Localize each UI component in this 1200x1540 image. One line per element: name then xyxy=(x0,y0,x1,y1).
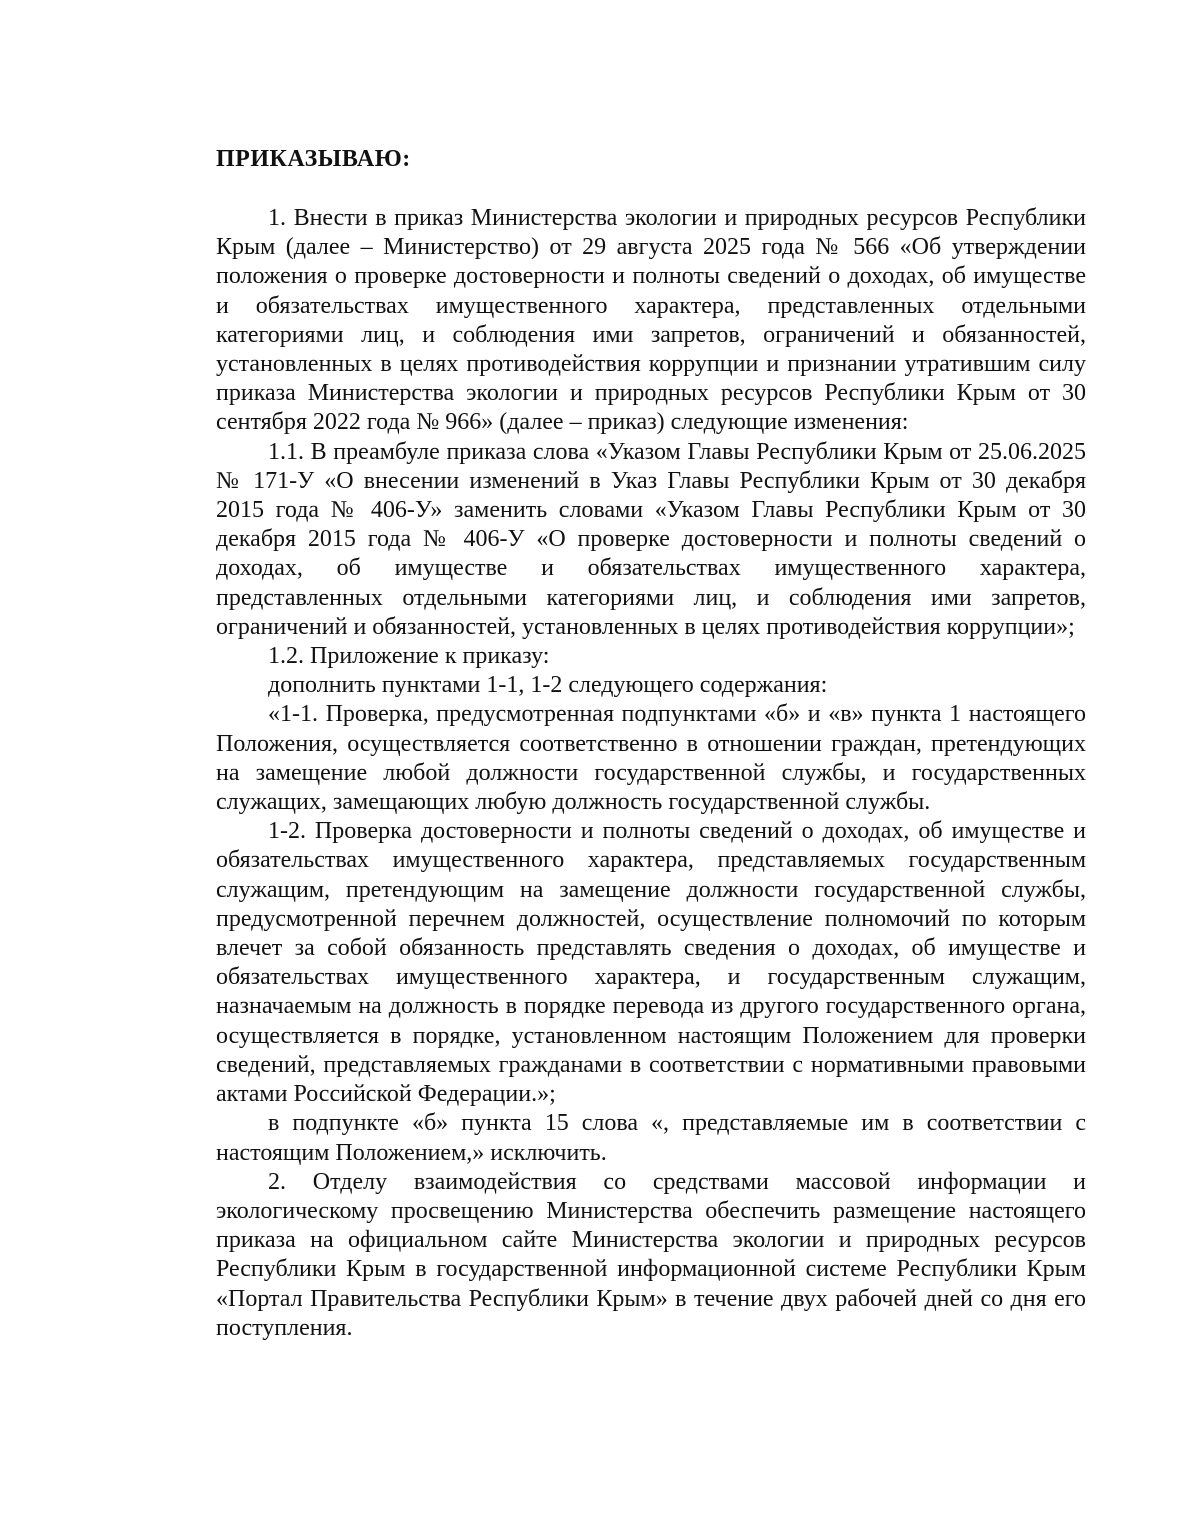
paragraph-1: 1. Внести в приказ Министерства экологии и природных ресурсов Республики Крым (далее – Министерство) от 29 августа 2025 года № 566 «Об утверждении положения о проверке достоверности и полноты сведений о доходах, об имуществе и обязательствах имущественного характера, представленных отдельными категориями лиц, и соблюдения ими запретов, ограничений и обязанностей, установленных в целях противодействия коррупции и признании утратившим силу приказа Министерства экологии и природных ресурсов Республики Крым от 30 сентября 2022 года № 966» (далее – приказ) следующие изменения: xyxy=(216,205,1086,436)
order-body xyxy=(216,204,1086,1343)
paragraph-1-2: 1.2. Приложение к приказу: xyxy=(268,643,550,670)
paragraph-item-1-1: «1-1. Проверка, предусмотренная подпунктами «б» и «в» пункта 1 настоящего Положения, осуществляется соответственно в отношении граждан, претендующих на замещение любой должности государственной службы, и государственных служащих, замещающих любую должность государственной службы. xyxy=(216,701,1086,816)
paragraph-1-2-intro: дополнить пунктами 1-1, 1-2 следующего содержания: xyxy=(268,672,828,699)
paragraph-1-1: 1.1. В преамбуле приказа слова «Указом Главы Республики Крым от 25.06.2025 № 171-У «О внесении изменений в Указ Главы Республики Крым от 30 декабря 2015 года № 406-У» заменить словами «Указом Главы Республики Крым от 30 декабря 2015 года № 406-У «О проверке достоверности и полноты сведений о доходах, об имуществе и обязательствах имущественного характера, представленных отдельными категориями лиц, и соблюдения ими запретов, ограничений и обязанностей, установленных в целях противодействия коррупции»; xyxy=(216,438,1086,640)
paragraph-subclause-15: в подпункте «б» пункта 15 слова «, представляемые им в соответствии с настоящим Положением,» исключить. xyxy=(216,1110,1086,1166)
paragraph-2: 2. Отделу взаимодействия со средствами массовой информации и экологическому просвещению Министерства обеспечить размещение настоящего приказа на официальном сайте Министерства экологии и природных ресурсов Республики Крым в государственной информационной системе Республики Крым «Портал Правительства Республики Крым» в течение двух рабочей дней со дня его поступления. xyxy=(216,1168,1086,1341)
order-heading: ПРИКАЗЫВАЮ: xyxy=(216,146,411,172)
paragraph-item-1-2: 1-2. Проверка достоверности и полноты сведений о доходах, об имуществе и обязательствах имущественного характера, представляемых государственным служащим, претендующим на замещение должности государственной службы, предусмотренной перечнем должностей, осуществление полномочий по которым влечет за собой обязанность представлять сведения о доходах, об имуществе и обязательствах имущественного характера, и государственным служащим, назначаемым на должность в порядке перевода из другого государственного органа, осуществляется в порядке, установленном настоящим Положением для проверки сведений, представляемых гражданами в соответствии с нормативными правовыми актами Российской Федерации.»; xyxy=(216,818,1086,1108)
